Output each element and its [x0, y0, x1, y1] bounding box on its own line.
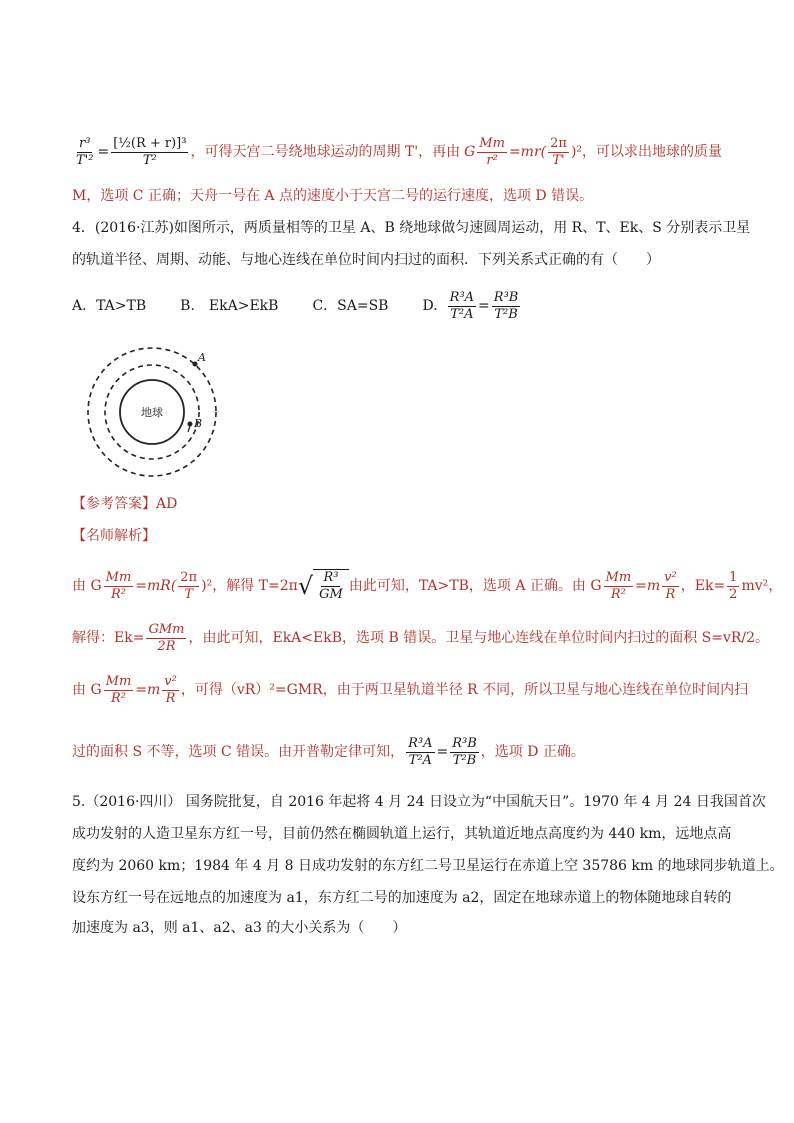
fraction-ra3-over-ta2-b: $\frac{\text{R³A}}{\text{T²A}}$ [408, 735, 433, 768]
satellite-b-arrow [188, 426, 190, 432]
analysis-line-1: 由 G $\frac{Mm}{\text{R²}}$ =mR( $\frac{2\pi}{T}$ )²，解得 T=2π √ $\frac{\text{R³}}{GM}$ 由此可知，TA>TB，选项 A 正确。由 G $\frac{Mm}{\text{R²}}$ =m $\frac{\text{v²}}{R}$ ，Ek= $\frac{1}{2}$ mv²， [72, 569, 783, 602]
question-4-line-2: 的轨道半径、周期、动能、与地心连线在单位时间内扫过的面积．下列关系式正确的有（ ） [72, 252, 660, 268]
option-a[interactable]: A．TA>TB [72, 298, 147, 314]
fraction-ra3-over-ta2: $\frac{\text{R³A}}{\text{T²A}}$ [449, 289, 475, 322]
analysis-heading: 【名师解析】 [72, 528, 156, 544]
fraction-gmm-over-2r: $\frac{\text{GMm}}{2R}$ [148, 621, 185, 654]
derivation-line-2: M，选项 C 正确；天舟一号在 A 点的速度小于天宫二号的运行速度，选项 D 错误。 [72, 188, 594, 204]
fraction-mm-over-r2: $\frac{Mm}{\text{r²}}$ [479, 135, 505, 168]
option-c[interactable]: C．SA=SB [312, 298, 389, 314]
question-5-line-5: 加速度为 a3，则 a1、a2、a3 的大小关系为（ ） [72, 920, 407, 936]
analysis-line-2: 解得：Ek= $\frac{\text{GMm}}{2R}$ ，由此可知，EkA<EkB，选项 B 错误。卫星与地心连线在单位时间内扫过的面积 S=vR/2。 [72, 621, 770, 654]
answer-line: 【参考答案】AD [72, 496, 178, 512]
satellite-b-label: B [194, 417, 203, 430]
question-5-line-1: 5.（2016·四川） 国务院批复，自 2016 年起将 4 月 24 日设立为“中国航天日”。1970 年 4 月 24 日我国首次 [72, 794, 766, 810]
question-4-line-1: 4．(2016·江苏)如图所示，两质量相等的卫星 A、B 绕地球做匀速圆周运动，用 R、T、Ek、S 分别表示卫星 [72, 220, 751, 236]
satellite-b [188, 422, 193, 427]
option-d[interactable]: D. $\frac{\text{R³A}}{\text{T²A}}$ = $\frac{\text{R³B}}{\text{T²B}}$ [422, 289, 519, 322]
fraction-half-sum-over-t2: $\frac{\text{[½(R + r)]³}}{\text{T²}}$ [113, 135, 187, 168]
fraction-v2-over-r: $\frac{\text{v²}}{R}$ [664, 569, 677, 602]
fraction-v2-over-r-b: $\frac{\text{v²}}{R}$ [164, 673, 177, 706]
analysis-line-4: 过的面积 S 不等，选项 C 错误。由开普勒定律可知， $\frac{\text{R³A}}{\text{T²A}}$ = $\frac{\text{R³B}}{\text{T²B}}$ ，选项 D 正确。 [72, 735, 585, 768]
orbit-diagram [86, 328, 246, 498]
earth-label: 地球 [141, 406, 163, 419]
question-5-line-2: 成功发射的人造卫星东方红一号，目前仍然在椭圆轨道上运行，其轨道近地点高度约为 440 km，远地点高 [72, 826, 732, 842]
derivation-line-1: $\frac{\text{r³}}{\text{T'²}}$ = $\frac{\text{[½(R + r)]³}}{\text{T²}}$ ，可得天宫二号绕地球运动的周期 T'，再由 G $\frac{Mm}{\text{r²}}$ =mr( $\frac{2\pi}{T'}$ )²，可以求出地球的质量 [76, 135, 723, 168]
fraction-mm-over-r2: $\frac{Mm}{\text{R²}}$ [105, 569, 132, 602]
option-b[interactable]: B. EkA>EkB [180, 298, 279, 314]
analysis-line-3: 由 G $\frac{Mm}{\text{R²}}$ =m $\frac{\text{v²}}{R}$ ，可得（vR）²=GMR，由于两卫星轨道半径 R 不同，所以卫星与地心连线在单位时间内扫 [72, 673, 749, 706]
fraction-one-half: $\frac{1}{2}$ [729, 569, 738, 602]
question-5-line-3: 度约为 2060 km；1984 年 4 月 8 日成功发射的东方红二号卫星运行在赤道上空 35786 km 的地球同步轨道上。 [72, 858, 784, 874]
fraction-rb3-over-tb2-b: $\frac{\text{R³B}}{\text{T²B}}$ [452, 735, 477, 768]
sqrt-r3-over-gm: √ $\frac{\text{R³}}{GM}$ [298, 569, 349, 603]
fraction-r3-over-t2: $\frac{\text{r³}}{\text{T'²}}$ [76, 135, 94, 168]
fraction-2pi-over-tprime: $\frac{2\pi}{T'}$ [550, 135, 567, 168]
question-4-options [72, 286, 722, 326]
fraction-2pi-over-t: $\frac{2\pi}{T}$ [180, 569, 198, 602]
fraction-rb3-over-tb2: $\frac{\text{R³B}}{\text{T²B}}$ [493, 289, 519, 322]
fraction-mm-over-r2-c: $\frac{Mm}{\text{R²}}$ [105, 673, 132, 706]
fraction-mm-over-r2-b: $\frac{Mm}{\text{R²}}$ [605, 569, 632, 602]
question-5-line-4: 设东方红一号在远地点的加速度为 a1，东方红二号的加速度为 a2，固定在地球赤道上的物体随地球自转的 [72, 890, 732, 906]
satellite-a [193, 362, 198, 367]
satellite-a-label: A [198, 351, 206, 364]
